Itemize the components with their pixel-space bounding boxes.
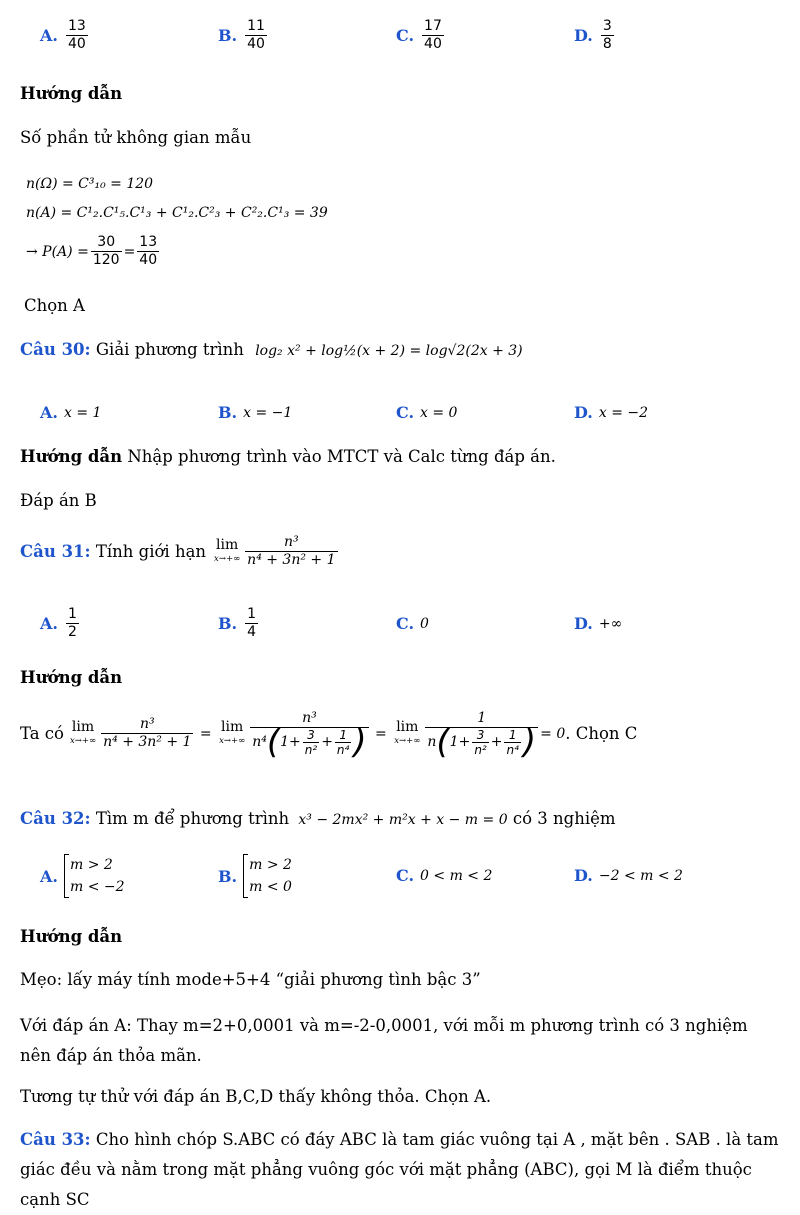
- fraction: $\frac{17}{40}$: [424, 18, 442, 52]
- q33-question: Câu 33: Cho hình chóp S.ABC có đáy ABC là tam giác vuông tại A , mặt bên . SAB . là tam giác đều và nằm trong mặt phẳng vuông góc với mặt phẳng (ABC), gọi M là điểm thuộc cạnh SC: [20, 1130, 779, 1209]
- q32-question: Câu 32: Tìm m để phương trình x³ − 2mx² + m²x + x − m = 0 có 3 nghiệm: [20, 809, 616, 828]
- q32-option-d: D. −2 < m < 2: [574, 866, 683, 885]
- q32-option-b: B. m > 2 m < 0: [218, 854, 292, 898]
- q29-guide-heading: Hướng dẫn: [20, 84, 123, 103]
- q29-option-a: A. $\frac{13}{40}$: [40, 18, 86, 52]
- q29-option-b: B. $\frac{11}{40}$: [218, 18, 265, 52]
- q30-question: Câu 30: Giải phương trình log₂ x² + log½(x + 2) = log√2(2x + 3): [20, 340, 523, 359]
- q31-guide-heading: Hướng dẫn: [20, 668, 123, 687]
- q31-option-c: C. 0: [396, 614, 429, 633]
- fraction: $\frac{13}{40}$: [67, 18, 86, 52]
- q29-option-c: C. $\frac{17}{40}$: [396, 18, 442, 52]
- q29-equation-2: n(A) = C¹₂.C¹₅.C¹₃ + C¹₂.C²₃ + C²₂.C¹₃ = 39: [26, 205, 328, 221]
- fraction: $\frac{3}{8}$: [602, 18, 612, 52]
- fraction: $\frac{11}{40}$: [247, 18, 265, 52]
- q32-guide-heading: Hướng dẫn: [20, 927, 123, 946]
- q32-option-c: C. 0 < m < 2: [396, 866, 493, 885]
- q32-equation: x³ − 2mx² + m²x + x − m = 0: [298, 812, 508, 828]
- q29-sample-space-text: Số phần tử không gian mẫu: [20, 128, 252, 147]
- q32-para-1: Với đáp án A: Thay m=2+0,0001 và m=-2-0,0001, với mỗi m phương trình có 3 nghiệm nên đáp án thỏa mãn.: [20, 1016, 748, 1065]
- q30-option-b: B. x = −1: [218, 403, 293, 422]
- q30-answer: Đáp án B: [20, 491, 97, 510]
- q29-choose: Chọn A: [24, 296, 85, 315]
- q31-option-b: B. $\frac{1}{4}$: [218, 606, 257, 640]
- q30-option-c: C. x = 0: [396, 403, 458, 422]
- q30-option-d: D. x = −2: [574, 403, 649, 422]
- q29-equation-1: n(Ω) = C³₁₀ = 120: [26, 176, 154, 192]
- q30-option-a: A. x = 1: [40, 403, 102, 422]
- q32-option-a: A. m > 2 m < −2: [40, 854, 125, 898]
- q31-option-a: A. $\frac{1}{2}$: [40, 606, 77, 640]
- q32-tip: Mẹo: lấy máy tính mode+5+4 “giải phương tình bậc 3”: [20, 970, 481, 989]
- q29-option-d: D. $\frac{3}{8}$: [574, 18, 612, 52]
- q32-para-2: Tương tự thử với đáp án B,C,D thấy không thỏa. Chọn A.: [20, 1087, 492, 1106]
- q31-question: Câu 31: Tính giới hạn lim x→+∞ $\frac{\text{n³}}{\text{n⁴ + 3n² + 1}}$: [20, 534, 336, 568]
- q31-option-d: D. +∞: [574, 614, 623, 633]
- q29-equation-3: → P(A) = $\frac{30}{120}$ = $\frac{13}{40}$: [26, 234, 158, 268]
- q30-equation: log₂ x² + log½(x + 2) = log√2(2x + 3): [255, 343, 523, 359]
- q31-solution: Ta có lim x→+∞ $\frac{\text{n³}}{\text{n⁴ + 3n² + 1}}$ = lim x→+∞ n³ n⁴ ( 1+ $\frac{3}{\text{n²}}$ + $\frac{1}{\text{n⁴}}$ ) = lim x→+∞ 1 n ( 1+ $\frac{3}{\text{n²}}$ + $\frac{1}{\text{n⁴}}$ ) = 0 . Chọn C: [20, 710, 638, 762]
- q30-guide: Hướng dẫn Nhập phương trình vào MTCT và Calc từng đáp án.: [20, 447, 556, 466]
